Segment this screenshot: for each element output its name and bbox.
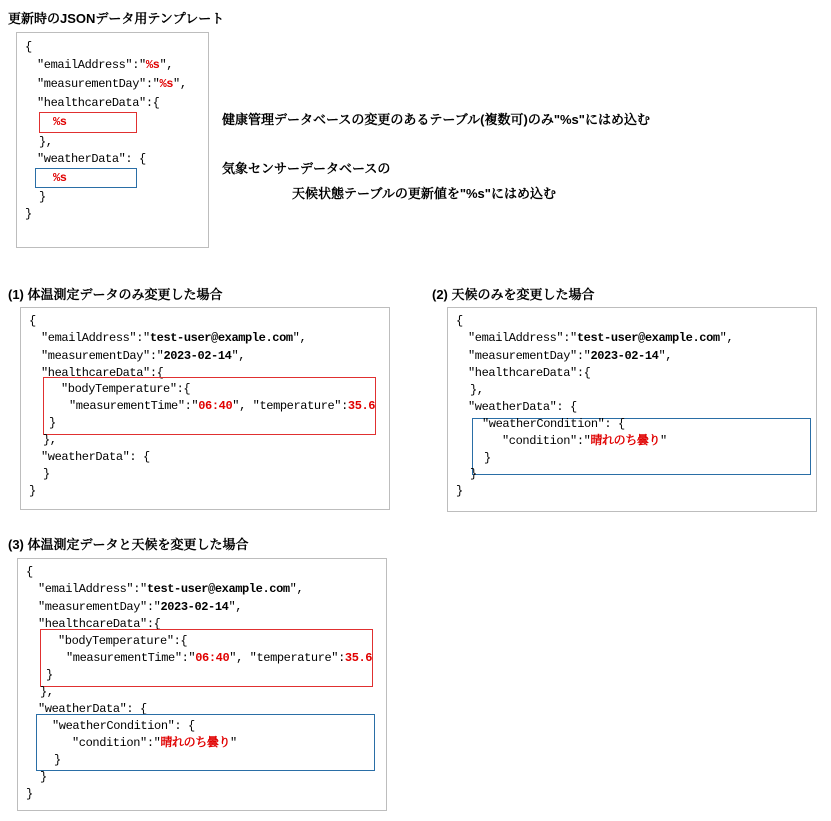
note-health: 健康管理データベースの変更のあるテーブル(複数可)のみ"%s"にはめ込む	[222, 112, 650, 127]
code-line: },	[470, 383, 484, 397]
code-line-day: "measurementDay":"2023-02-14",	[41, 349, 246, 363]
code-line: }	[39, 190, 46, 204]
code-line: }	[49, 416, 56, 430]
template-panel	[16, 32, 209, 248]
code-line-health: "healthcareData":{	[41, 366, 164, 380]
code-line-health: "healthcareData":{	[468, 366, 591, 380]
code-line-email: "emailAddress":"test-user@example.com",	[41, 331, 307, 345]
code-line-weather: "weatherData": {	[37, 152, 146, 166]
code-line: }	[54, 753, 61, 767]
code-line-condition: "condition":"晴れのち曇り"	[502, 434, 667, 448]
code-line: }	[46, 668, 53, 682]
code-line: }	[26, 787, 33, 801]
page-title: 更新時のJSONデータ用テンプレート	[8, 11, 225, 26]
code-line: }	[456, 484, 463, 498]
code-line: }	[40, 770, 47, 784]
code-line-email: "emailAddress":"test-user@example.com",	[38, 582, 304, 596]
code-line-day: "measurementDay":"%s",	[37, 77, 187, 91]
code-line-body-temp: "bodyTemperature":{	[58, 634, 188, 648]
code-line: {	[25, 40, 32, 54]
code-line: }	[29, 484, 36, 498]
code-line-measurement: "measurementTime":"06:40", "temperature":35.6	[66, 651, 373, 665]
example-3-panel	[17, 558, 387, 811]
code-line-email: "emailAddress":"%s",	[37, 58, 174, 72]
code-line: }	[484, 451, 491, 465]
code-line-measurement: "measurementTime":"06:40", "temperature":35.6	[69, 399, 376, 413]
code-line: }	[470, 467, 477, 481]
code-line: {	[29, 314, 36, 328]
example-1-panel	[20, 307, 390, 510]
code-line-body-temp: "bodyTemperature":{	[61, 382, 191, 396]
code-line-email: "emailAddress":"test-user@example.com",	[468, 331, 734, 345]
code-line: {	[456, 314, 463, 328]
code-line-weather: "weatherData": {	[38, 702, 147, 716]
code-line-health: "healthcareData":{	[37, 96, 160, 110]
note-weather-1: 気象センサーデータベースの	[222, 161, 391, 176]
code-line: }	[25, 207, 32, 221]
code-line-health: "healthcareData":{	[38, 617, 161, 631]
code-line-weather: "weatherData": {	[41, 450, 150, 464]
example-2-panel	[447, 307, 817, 512]
code-line-weather: "weatherData": {	[468, 400, 577, 414]
note-weather-2: 天候状態テーブルの更新値を"%s"にはめ込む	[292, 186, 556, 201]
example-2-title: (2) 天候のみを変更した場合	[432, 287, 595, 302]
weather-placeholder-box	[35, 168, 137, 188]
code-line-health-placeholder: %s	[53, 115, 67, 129]
code-line-day: "measurementDay":"2023-02-14",	[38, 600, 243, 614]
code-line-weather-condition: "weatherCondition": {	[482, 417, 625, 431]
code-line: },	[43, 433, 57, 447]
code-line: }	[43, 467, 50, 481]
code-line: },	[39, 135, 53, 149]
code-line-weather-condition: "weatherCondition": {	[52, 719, 195, 733]
example-3-title: (3) 体温測定データと天候を変更した場合	[8, 537, 249, 552]
code-line: {	[26, 565, 33, 579]
code-line: },	[40, 685, 54, 699]
code-line-condition: "condition":"晴れのち曇り"	[72, 736, 237, 750]
code-line-weather-placeholder: %s	[53, 171, 67, 185]
code-line-day: "measurementDay":"2023-02-14",	[468, 349, 673, 363]
example-1-title: (1) 体温測定データのみ変更した場合	[8, 287, 223, 302]
